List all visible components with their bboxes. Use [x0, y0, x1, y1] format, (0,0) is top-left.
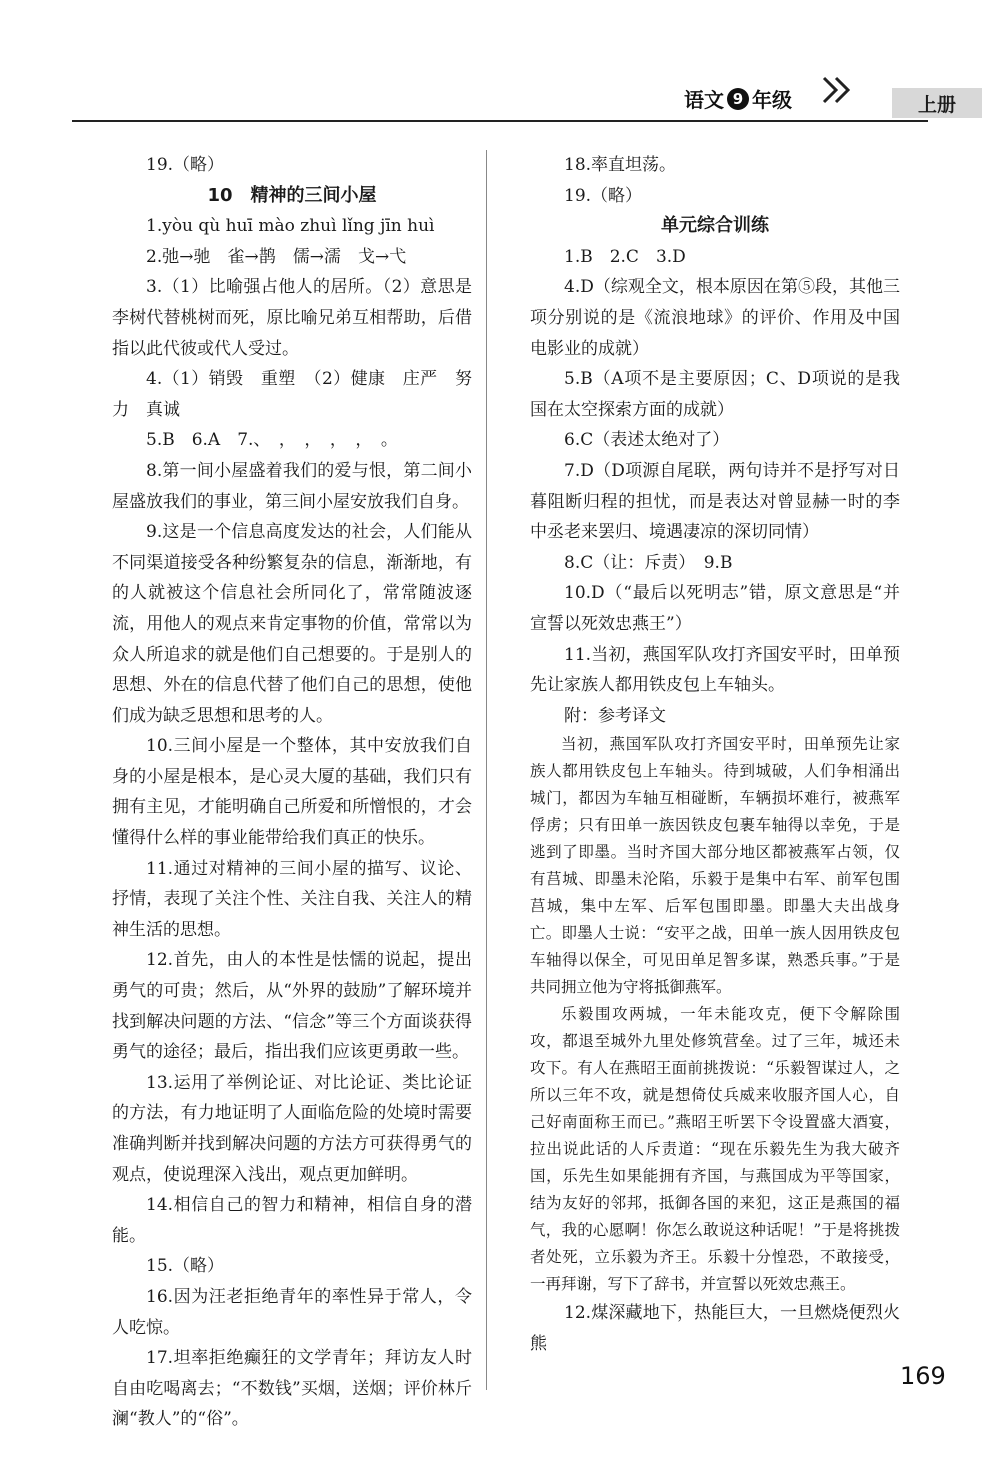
header-subject	[684, 84, 792, 113]
grade-suffix: 年级	[752, 88, 792, 112]
subject-label: 语文	[684, 88, 724, 112]
answer-paragraph: 8.C（让：斥责） 9.B	[564, 552, 733, 573]
answer-paragraph: 2.弛→驰 雀→鹊 儒→濡 戈→弋	[146, 246, 407, 267]
answer-paragraph: 11.通过对精神的三间小屋的描写、议论、抒情，表现了关注个性、关注自我、关注人的精神生活的思想。	[112, 858, 472, 940]
answer-paragraph: 1.yòu qù huī mào zhuì lǐng jīn huì	[146, 216, 435, 237]
answer-paragraph: 4.（1）销毁 重塑 （2）健康 庄严 努力 真诚	[112, 369, 472, 420]
answer-paragraph: 3.（1）比喻强占他人的居所。（2）意思是李树代替桃树而死，原比喻兄弟互相帮助，后借指以此代彼或代人受过。	[112, 277, 472, 359]
answer-paragraph: 6.C（表述太绝对了）	[564, 430, 730, 451]
page-header	[72, 70, 956, 122]
answer-paragraph: 12.煤深藏地下，热能巨大，一旦燃烧便烈火熊	[530, 1303, 900, 1354]
volume-badge: 上册	[892, 88, 982, 118]
column-divider	[486, 150, 487, 1390]
answer-paragraph: 10.D（“最后以死明志”错，原文意思是“并宣誓以死效忠燕王”）	[530, 583, 900, 634]
header-rule	[72, 120, 928, 122]
answer-paragraph: 4.D（综观全文，根本原因在第⑤段，其他三项分别说的是《流浪地球》的评价、作用及中国电影业的成就）	[530, 277, 900, 359]
double-chevron-icon	[818, 70, 858, 110]
answer-paragraph: 13.运用了举例论证、对比论证、类比论证的方法，有力地证明了人面临危险的处境时需要准确判断并找到解决问题的方法方可获得勇气的观点，使说理深入浅出，观点更加鲜明。	[112, 1072, 472, 1185]
answer-paragraph: 11.当初，燕国军队攻打齐国安平时，田单预先让家族人都用铁皮包上车轴头。	[530, 644, 900, 696]
answer-paragraph: 8.第一间小屋盛着我们的爱与恨，第二间小屋盛放我们的事业，第三间小屋安放我们自身。	[112, 460, 472, 512]
translation-paragraph: 当初，燕国军队攻打齐国安平时，田单预先让家族人都用铁皮包上车轴头。待到城破，人们争相涌出城门，都因为车轴互相碰断，车辆损坏难行，被燕军俘虏；只有田单一族因铁皮包裹车轴得以幸免，于是逃到了即墨。当时齐国大部分地区都被燕军占领，仅有莒城、即墨未沦陷，乐毅于是集中右军、前军包围莒城，集中左军、后军包围即墨。即墨大夫出战身亡。即墨人士说：“安平之战，田单一族人因用铁皮包车轴得以保全，可见田单足智多谋，熟悉兵事。”于是共同拥立他为守将抵御燕军。	[530, 735, 900, 997]
answer-paragraph: 18.率直坦荡。	[564, 155, 677, 175]
answer-paragraph: 5.B（A项不是主要原因；C、D项说的是我国在太空探索方面的成就）	[530, 369, 900, 420]
grade-number-badge: 9	[727, 88, 749, 110]
answer-paragraph: 16.因为汪老拒绝青年的率性异于常人，令人吃惊。	[112, 1286, 472, 1338]
right-column	[530, 150, 900, 1359]
answer-paragraph: 7.D（D项源自尾联，两句诗并不是抒写对日暮阻断归程的担忧，而是表达对曾显赫一时的李中丞老来罢归、境遇凄凉的深切同情）	[530, 460, 900, 543]
answer-paragraph: 10.三间小屋是一个整体，其中安放我们自身的小屋是根本，是心灵大厦的基础，我们只有拥有主见，才能明确自己所爱和所憎恨的，才会懂得什么样的事业能带给我们真正的快乐。	[112, 736, 472, 849]
answer-paragraph: 15.（略）	[146, 1256, 225, 1277]
left-column	[112, 150, 472, 1435]
answer-paragraph: 19.（略）	[564, 185, 643, 206]
answer-paragraph: 12.首先，由人的本性是怯懦的说起，提出勇气的可贵；然后，从“外界的鼓励”了解环境并找到解决问题的方法、“信念”等三个方面谈获得勇气的途径；最后，指出我们应该更勇敢一些。	[112, 950, 472, 1063]
answer-paragraph: 14.相信自己的智力和精神，相信自身的潜能。	[112, 1195, 472, 1246]
section-heading: 单元综合训练	[661, 215, 769, 237]
answer-paragraph: 19.（略）	[146, 155, 225, 175]
answer-paragraph: 17.坦率拒绝癫狂的文学青年；拜访友人时自由吃喝离去；“不数钱”买烟，送烟；评价林斤澜“教人”的“俗”。	[112, 1348, 472, 1430]
section-heading: 10 精神的三间小屋	[207, 184, 377, 206]
page-number: 169	[900, 1362, 946, 1390]
answer-paragraph: 1.B 2.C 3.D	[564, 246, 686, 267]
translation-paragraph: 乐毅围攻两城，一年未能攻克，便下令解除围攻，都退至城外九里处修筑营垒。过了三年，城还未攻下。有人在燕昭王面前挑拨说：“乐毅智谋过人，之所以三年不攻，就是想倚仗兵威来收服齐国人心，自己好南面称王而已。”燕昭王听罢下令设置盛大酒宴，拉出说此话的人斥责道：“现在乐毅先生为我大破齐国，乐先生如果能拥有齐国，与燕国成为平等国家，结为友好的邻邦，抵御各国的来犯，这正是燕国的福气，我的心愿啊！你怎么敢说这种话呢！”于是将挑拨者处死，立乐毅为齐王。乐毅十分惶恐，不敢接受，一再拜谢，写下了辞书，并宣誓以死效忠燕王。	[530, 1005, 900, 1294]
answer-paragraph: 5.B 6.A 7.、 ， ， ， ， 。	[146, 430, 398, 451]
answer-paragraph: 附：参考译文	[564, 705, 666, 726]
answer-paragraph: 9.这是一个信息高度发达的社会，人们能从不同渠道接受各种纷繁复杂的信息，渐渐地，有的人就被这个信息社会所同化了，常常随波逐流，用他人的观点来肯定事物的价值，常常以为众人所追求的就是他们自己想要的。于是别人的思想、外在的信息代替了他们自己的思想，使他们成为缺乏思想和思考的人。	[112, 522, 472, 726]
